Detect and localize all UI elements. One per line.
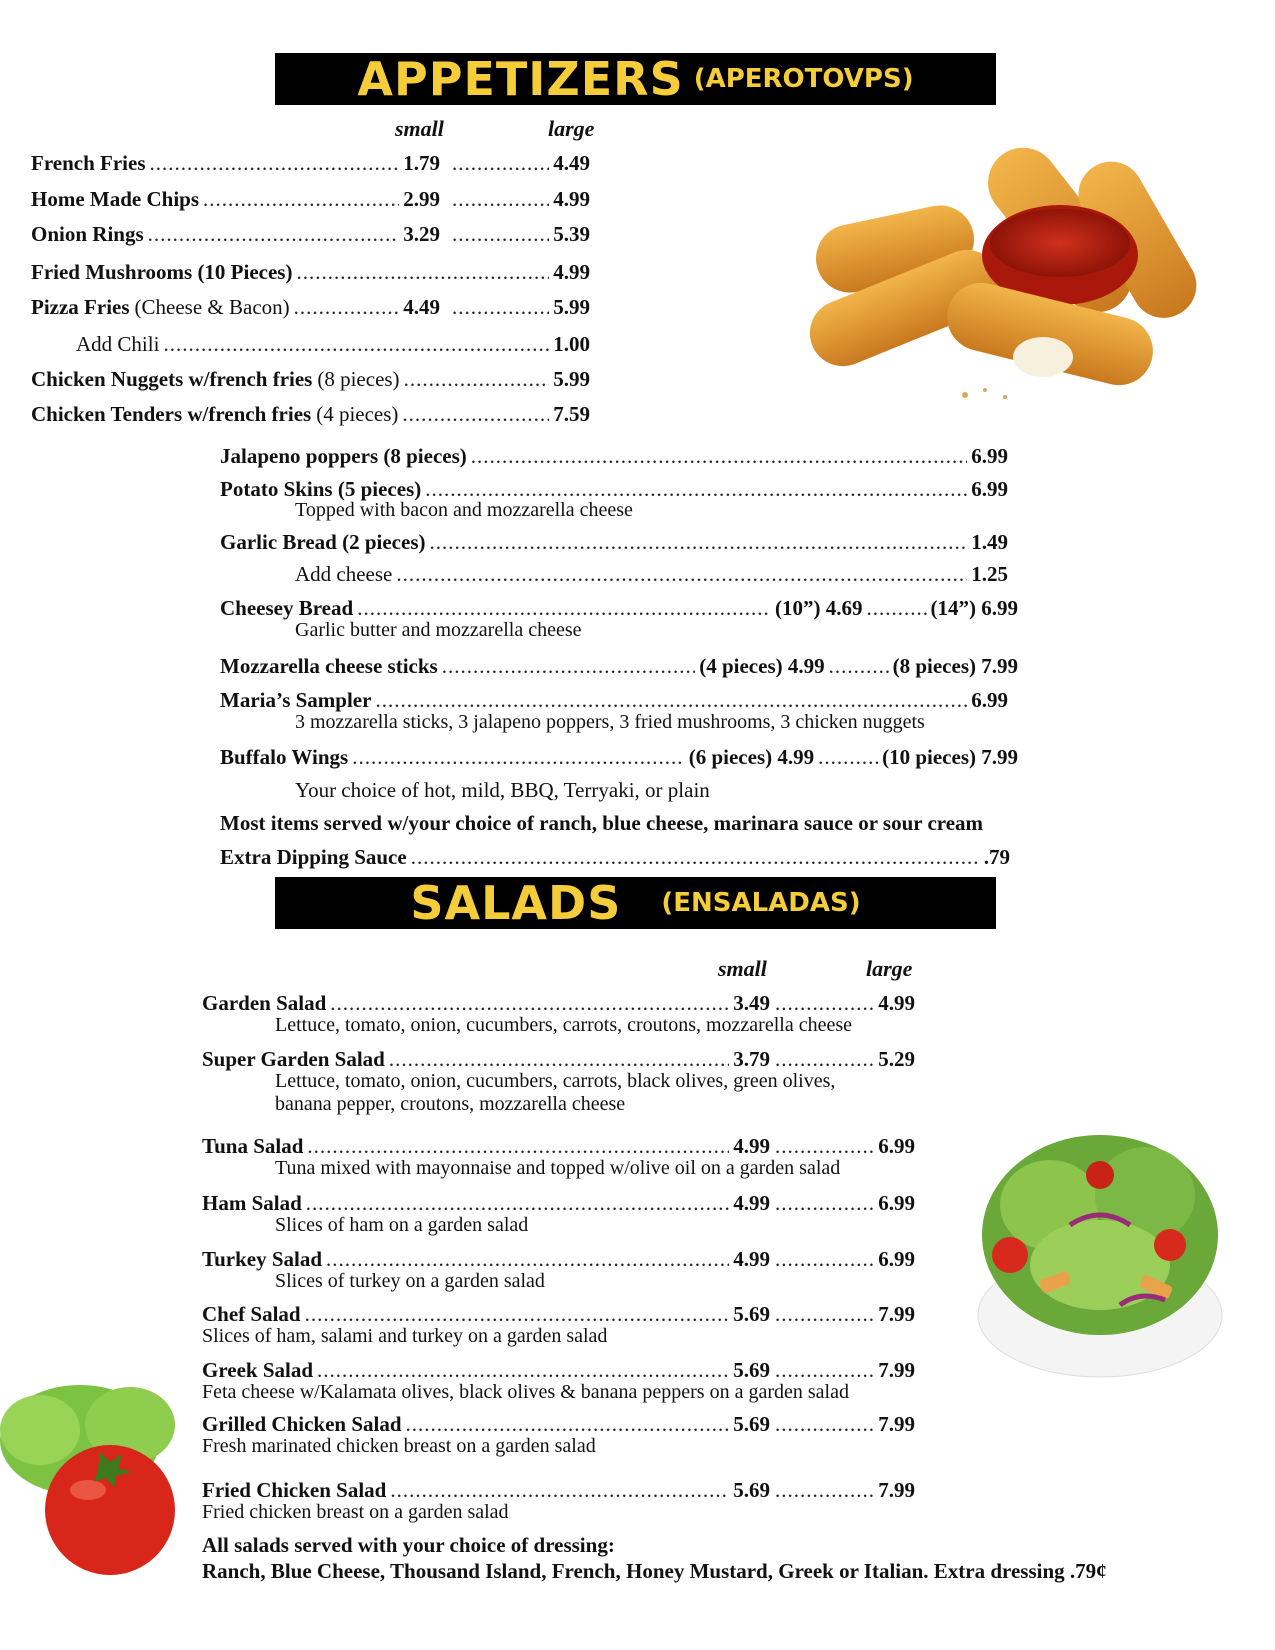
price-small: 4.99 <box>733 1134 770 1158</box>
price-small: 3.49 <box>733 991 770 1015</box>
salad-desc: Tuna mixed with mayonnaise and topped w/olive oil on a garden salad <box>275 1157 841 1179</box>
menu-item-price: 6.99 <box>971 688 1008 712</box>
salad-desc: Lettuce, tomato, onion, cucumbers, carrots, black olives, green olives, <box>275 1070 836 1092</box>
salad-name: Garden Salad <box>202 991 327 1015</box>
menu-item-name: Buffalo Wings <box>220 745 349 769</box>
salad-row <box>202 1414 770 1435</box>
large-price-leader <box>775 1193 915 1214</box>
dot-leader <box>317 1360 729 1381</box>
menu-item-name: Home Made Chips <box>31 187 199 211</box>
dot-leader <box>163 334 549 355</box>
large-price-leader <box>775 1414 915 1435</box>
menu-item-extra: (4 pieces) <box>316 402 399 426</box>
dot-leader <box>402 404 549 425</box>
price-large: 7.59 <box>553 402 590 426</box>
dot-leader <box>775 1304 874 1325</box>
salad-row <box>202 1049 770 1070</box>
price-large: 6.99 <box>878 1247 915 1271</box>
menu-item-name: Cheesey Bread <box>220 596 354 620</box>
dot-leader <box>150 153 400 174</box>
salad-bowl-image <box>970 1115 1230 1385</box>
dot-leader <box>867 598 927 619</box>
price-small: 4.49 <box>403 295 440 319</box>
wings-note: Your choice of hot, mild, BBQ, Terryaki, or plain <box>295 778 710 802</box>
menu-item-row <box>220 446 1008 467</box>
menu-item-name: Add cheese <box>295 562 393 586</box>
dot-leader <box>326 1249 729 1270</box>
large-price-leader <box>775 1480 915 1501</box>
menu-item-row <box>31 189 440 210</box>
appetizers-subtitle: (APEROTOVPS) <box>693 64 914 94</box>
menu-item-row <box>31 369 590 390</box>
dot-leader <box>775 1360 874 1381</box>
menu-item-row <box>76 334 590 355</box>
dot-leader <box>425 479 967 500</box>
salad-desc: Slices of turkey on a garden salad <box>275 1270 545 1292</box>
salad-desc: Lettuce, tomato, onion, cucumbers, carrots, croutons, mozzarella cheese <box>275 1014 852 1036</box>
price-small: 5.69 <box>733 1358 770 1382</box>
dot-leader <box>429 532 967 553</box>
large-price-leader <box>775 1049 915 1070</box>
price-large: 5.99 <box>553 367 590 391</box>
dot-leader <box>375 690 967 711</box>
salad-name: Grilled Chicken Salad <box>202 1412 402 1436</box>
appetizers-col-large: large <box>548 116 595 141</box>
dot-leader <box>442 656 696 677</box>
dot-leader <box>775 993 874 1014</box>
dressing-list: Ranch, Blue Cheese, Thousand Island, French, Honey Mustard, Greek or Italian. Extra dressing .79¢ <box>202 1559 1107 1583</box>
menu-item-name: Mozzarella cheese sticks <box>220 654 438 678</box>
price-small: 1.79 <box>403 151 440 175</box>
salad-name: Fried Chicken Salad <box>202 1478 387 1502</box>
menu-item-price: 1.25 <box>971 562 1008 586</box>
menu-item-name: Jalapeno poppers (8 pieces) <box>220 444 467 468</box>
menu-item-desc: Garlic butter and mozzarella cheese <box>295 619 582 641</box>
menu-item-row <box>220 532 1008 553</box>
price-large: 7.99 <box>878 1412 915 1436</box>
menu-item-desc: 3 mozzarella sticks, 3 jalapeno poppers, 3 fried mushrooms, 3 chicken nuggets <box>295 711 925 733</box>
menu-item-row <box>220 656 1018 677</box>
price-large: 5.99 <box>553 295 590 319</box>
menu-item-row <box>31 404 590 425</box>
extra-sauce-price: .79 <box>983 845 1010 869</box>
menu-item-row <box>31 224 440 245</box>
size-price-1: (4 pieces) 4.99 <box>699 654 825 678</box>
dot-leader <box>352 747 685 768</box>
price-large: 7.99 <box>878 1478 915 1502</box>
price-large: 4.99 <box>878 991 915 1015</box>
price-small: 3.29 <box>403 222 440 246</box>
salads-banner <box>275 877 996 929</box>
salad-desc: Fresh marinated chicken breast on a garden salad <box>202 1435 596 1457</box>
salads-col-large: large <box>866 956 913 981</box>
salad-desc: Slices of ham on a garden salad <box>275 1214 529 1236</box>
price-small: 4.99 <box>733 1247 770 1271</box>
dot-leader <box>406 1414 730 1435</box>
price-small: 5.69 <box>733 1302 770 1326</box>
menu-item-name: Chicken Nuggets w/french fries <box>31 367 313 391</box>
tomato-image <box>0 1380 185 1580</box>
price-large: 6.99 <box>878 1191 915 1215</box>
dot-leader <box>452 224 549 245</box>
dot-leader <box>148 224 400 245</box>
salad-row <box>202 1249 770 1270</box>
menu-item-name: Garlic Bread (2 pieces) <box>220 530 426 554</box>
large-price-leader <box>452 189 590 210</box>
menu-item-name: Fried Mushrooms (10 Pieces) <box>31 260 293 284</box>
salad-row <box>202 1304 770 1325</box>
size-price-1: (10”) 4.69 <box>775 596 863 620</box>
price-large: 1.00 <box>553 332 590 356</box>
dot-leader <box>306 1193 729 1214</box>
dot-leader <box>330 993 729 1014</box>
price-large: 4.99 <box>553 260 590 284</box>
dot-leader <box>452 153 549 174</box>
size-price-1: (6 pieces) 4.99 <box>688 745 815 769</box>
menu-item-name: French Fries <box>31 151 146 175</box>
menu-item-name: Add Chili <box>76 332 160 356</box>
dot-leader <box>203 189 399 210</box>
menu-item-row <box>31 262 590 283</box>
salad-name: Turkey Salad <box>202 1247 323 1271</box>
salad-desc: banana pepper, croutons, mozzarella cheese <box>275 1093 626 1115</box>
price-small: 5.69 <box>733 1478 770 1502</box>
price-large: 7.99 <box>878 1302 915 1326</box>
menu-item-row <box>31 297 440 318</box>
dot-leader <box>396 564 967 585</box>
menu-item-name: Pizza Fries <box>31 295 130 319</box>
mozzarella-sticks-image <box>775 125 1240 410</box>
menu-item-price: 6.99 <box>971 477 1008 501</box>
size-price-2: (10 pieces) 7.99 <box>882 745 1018 769</box>
large-price-leader <box>452 224 590 245</box>
dot-leader <box>389 1049 729 1070</box>
price-small: 2.99 <box>403 187 440 211</box>
menu-item-row <box>220 598 1018 619</box>
salad-desc: Feta cheese w/Kalamata olives, black olives & banana peppers on a garden salad <box>202 1381 849 1403</box>
dot-leader <box>775 1414 874 1435</box>
dot-leader <box>294 297 400 318</box>
dot-leader <box>452 189 549 210</box>
menu-item-row <box>220 747 1018 768</box>
salad-name: Super Garden Salad <box>202 1047 385 1071</box>
menu-item-row <box>295 564 1008 585</box>
extra-sauce-row <box>220 847 1010 868</box>
appetizers-title: APPETIZERS <box>357 52 684 106</box>
salad-name: Chef Salad <box>202 1302 301 1326</box>
salad-row <box>202 993 770 1014</box>
menu-item-row <box>31 153 440 174</box>
salads-title: SALADS <box>410 876 622 930</box>
salad-name: Ham Salad <box>202 1191 302 1215</box>
dot-leader <box>775 1136 874 1157</box>
salad-row <box>202 1193 770 1214</box>
sauce-note: Most items served w/your choice of ranch, blue cheese, marinara sauce or sour cream <box>220 811 984 835</box>
size-price-2: (14”) 6.99 <box>930 596 1018 620</box>
price-small: 3.79 <box>733 1047 770 1071</box>
large-price-leader <box>775 1360 915 1381</box>
salad-desc: Slices of ham, salami and turkey on a garden salad <box>202 1325 608 1347</box>
dot-leader <box>307 1136 729 1157</box>
menu-item-name: Maria’s Sampler <box>220 688 372 712</box>
dot-leader <box>775 1049 874 1070</box>
price-large: 4.99 <box>553 187 590 211</box>
menu-item-price: 1.49 <box>971 530 1008 554</box>
dot-leader <box>296 262 549 283</box>
dot-leader <box>818 747 878 768</box>
salad-row <box>202 1480 770 1501</box>
price-large: 6.99 <box>878 1134 915 1158</box>
menu-item-extra: (8 pieces) <box>317 367 400 391</box>
menu-item-extra: (Cheese & Bacon) <box>134 295 290 319</box>
dot-leader <box>829 656 889 677</box>
menu-item-price: 6.99 <box>971 444 1008 468</box>
dot-leader <box>775 1480 874 1501</box>
large-price-leader <box>775 993 915 1014</box>
dot-leader <box>305 1304 730 1325</box>
salads-subtitle: (ENSALADAS) <box>661 888 861 918</box>
menu-item-row <box>220 690 1008 711</box>
price-large: 4.49 <box>553 151 590 175</box>
menu-item-name: Potato Skins (5 pieces) <box>220 477 422 501</box>
dot-leader <box>404 369 550 390</box>
salads-col-small: small <box>718 956 767 981</box>
salad-name: Greek Salad <box>202 1358 314 1382</box>
dot-leader <box>357 598 771 619</box>
large-price-leader <box>775 1304 915 1325</box>
large-price-leader <box>775 1249 915 1270</box>
salad-row <box>202 1136 770 1157</box>
salad-desc: Fried chicken breast on a garden salad <box>202 1501 509 1523</box>
price-large: 5.39 <box>553 222 590 246</box>
dot-leader <box>775 1249 874 1270</box>
price-large: 5.29 <box>878 1047 915 1071</box>
price-small: 4.99 <box>733 1191 770 1215</box>
menu-item-name: Chicken Tenders w/french fries <box>31 402 312 426</box>
large-price-leader <box>452 297 590 318</box>
appetizers-banner <box>275 53 996 105</box>
appetizers-col-small: small <box>395 116 444 141</box>
dot-leader <box>452 297 549 318</box>
size-price-2: (8 pieces) 7.99 <box>892 654 1018 678</box>
large-price-leader <box>452 153 590 174</box>
salad-row <box>202 1360 770 1381</box>
dressing-title: All salads served with your choice of dressing: <box>202 1533 615 1557</box>
dot-leader <box>775 1193 874 1214</box>
menu-item-row <box>220 479 1008 500</box>
dot-leader <box>390 1480 729 1501</box>
salad-name: Tuna Salad <box>202 1134 304 1158</box>
dot-leader <box>471 446 968 467</box>
extra-sauce-name: Extra Dipping Sauce <box>220 845 407 869</box>
price-small: 5.69 <box>733 1412 770 1436</box>
menu-item-name: Onion Rings <box>31 222 144 246</box>
large-price-leader <box>775 1136 915 1157</box>
menu-item-desc: Topped with bacon and mozzarella cheese <box>295 499 633 521</box>
price-large: 7.99 <box>878 1358 915 1382</box>
